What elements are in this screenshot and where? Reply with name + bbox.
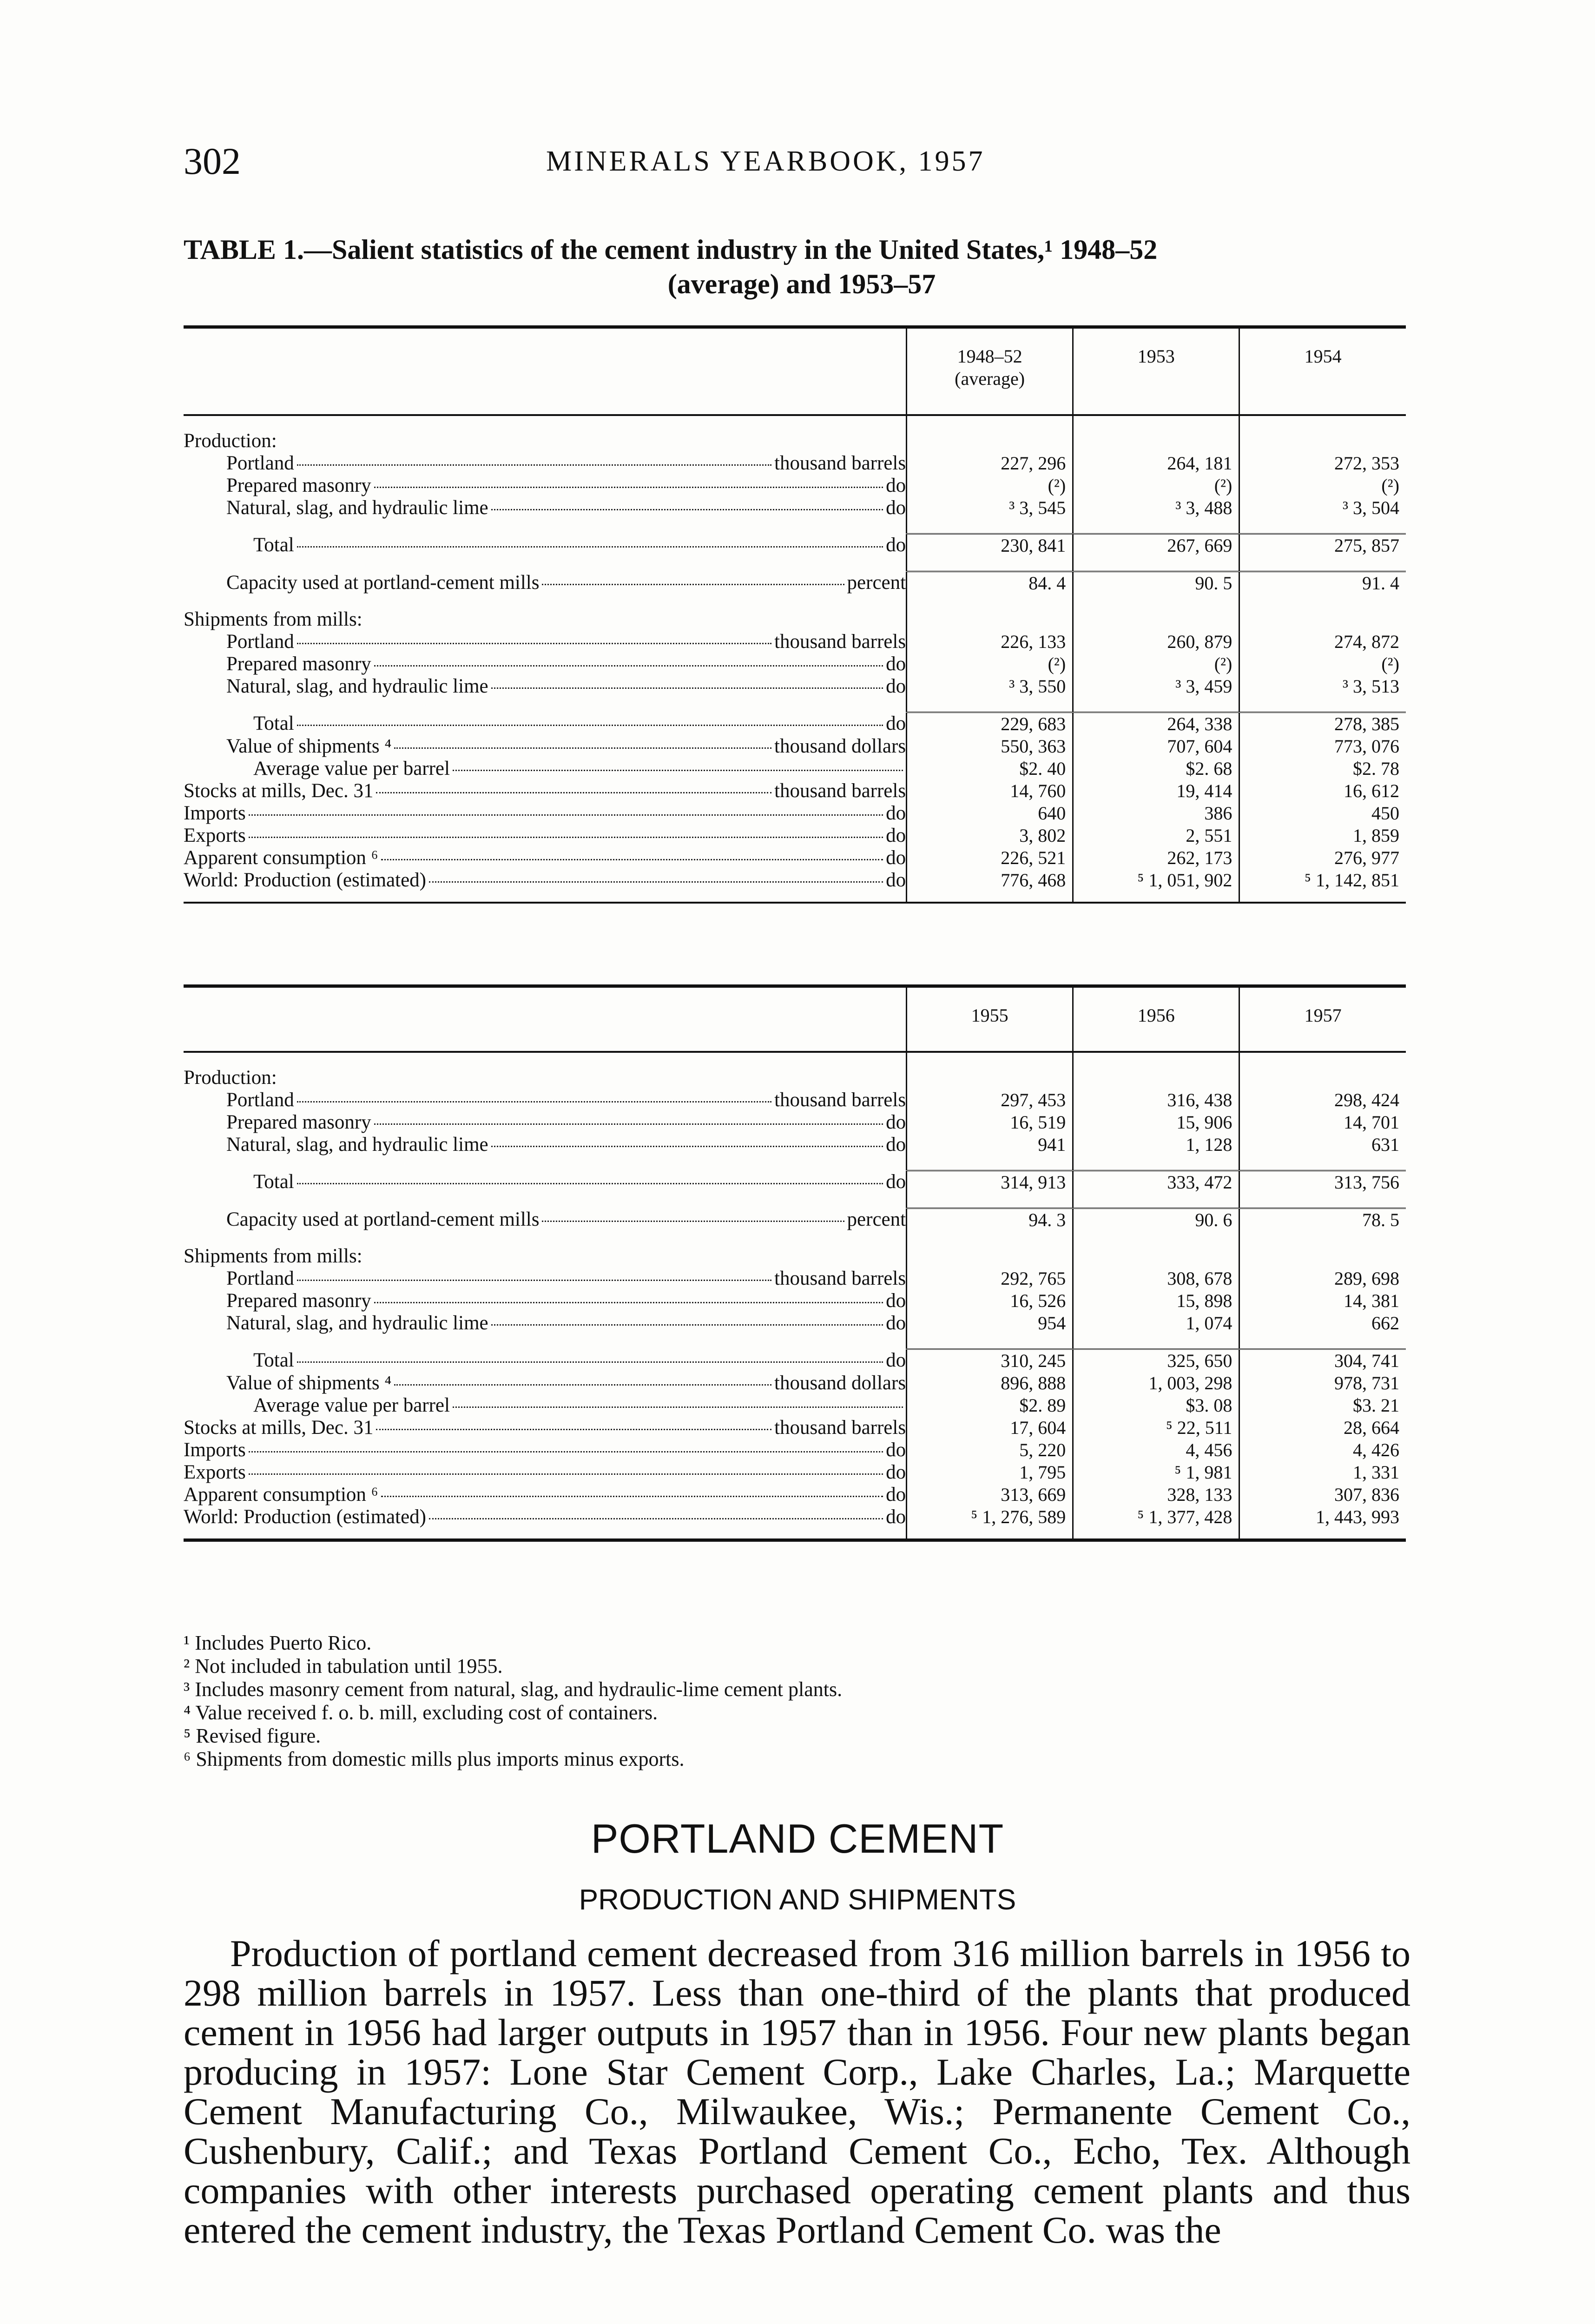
table-cell: 292, 765 <box>907 1268 1073 1290</box>
body-paragraph: Production of portland cement decreased from 316 million barrels in 1956 to 298 million barrels in 1957. Less than one-third of the plants that produced cement in 1956 had larger outputs in 1957 than in 1956. Four new plants began producing in 1957: Lone Star Cement Corp., Lake Charles, La.; Marquette Cement Manufacturing Co., Milwaukee, Wis.; Permanente Cement Co., Cushenbury, Calif.; and Texas Portland Cement Co., Echo, Tex. Although companies with other interests purchased operating cement plants and thus entered the cement industry, the Texas Portland Cement Co. was the <box>184 1932 1410 2251</box>
page-header <box>184 139 1410 195</box>
row-label: Portland <box>226 1268 294 1289</box>
table-cell: 5, 220 <box>907 1439 1073 1461</box>
table-cell: 707, 604 <box>1073 735 1239 758</box>
table-row <box>184 1461 1406 1484</box>
leader-dots <box>374 487 883 488</box>
table-row <box>184 1134 1406 1156</box>
row-label: Imports <box>184 1439 246 1461</box>
table-row <box>184 735 1406 758</box>
table-row <box>184 1171 1406 1194</box>
table-cell: ³ 3, 459 <box>1073 675 1239 698</box>
table-cell: 1, 074 <box>1073 1312 1239 1334</box>
table-part-1955-1957 <box>184 984 1406 1542</box>
row-label: Total <box>253 1349 294 1372</box>
table-cell: (²) <box>1239 475 1406 497</box>
table-cell: 14, 701 <box>1239 1111 1406 1134</box>
row-unit: thousand barrels <box>774 1089 906 1111</box>
table-cell: 313, 669 <box>907 1484 1073 1506</box>
table-cell: 91. 4 <box>1239 572 1406 595</box>
table-cell: (²) <box>1073 653 1239 675</box>
page-number: 302 <box>184 140 241 182</box>
table-row <box>184 534 1406 557</box>
table-cell: 260, 879 <box>1073 631 1239 653</box>
table-cell <box>1239 1245 1406 1268</box>
table-cell: 776, 468 <box>907 869 1073 902</box>
row-label: Average value per barrel <box>253 758 450 779</box>
table-row <box>184 653 1406 675</box>
table-cell: 227, 296 <box>907 452 1073 475</box>
table-cell: 954 <box>907 1312 1073 1334</box>
table-cell <box>907 415 1073 452</box>
column-header: 1955 <box>907 988 1073 1052</box>
row-unit: do <box>886 1171 906 1193</box>
table-cell: 19, 414 <box>1073 780 1239 802</box>
table-row <box>184 780 1406 802</box>
row-label: Prepared masonry <box>226 1290 371 1312</box>
table-caption <box>184 232 1420 301</box>
table-cell: 386 <box>1073 802 1239 825</box>
column-header: 1957 <box>1239 988 1406 1052</box>
column-header: 1953 <box>1073 329 1239 415</box>
table-cell <box>1073 1245 1239 1268</box>
row-label: Capacity used at portland-cement mills <box>226 572 540 594</box>
table-row <box>184 452 1406 475</box>
table-cell: 314, 913 <box>907 1171 1073 1194</box>
table-cell: 84. 4 <box>907 572 1073 595</box>
leader-dots <box>297 725 883 726</box>
table-cell <box>1239 1052 1406 1089</box>
table-cell: 333, 472 <box>1073 1171 1239 1194</box>
table-cell: (²) <box>1239 653 1406 675</box>
leader-dots <box>249 837 883 838</box>
row-unit: thousand dollars <box>774 735 906 757</box>
row-unit: thousand barrels <box>774 631 906 653</box>
table-cell: 276, 977 <box>1239 847 1406 869</box>
leader-dots <box>376 792 771 793</box>
table-cell: ⁵ 1, 981 <box>1073 1461 1239 1484</box>
table-cell: 896, 888 <box>907 1372 1073 1394</box>
table-cell: ⁵ 1, 276, 589 <box>907 1506 1073 1538</box>
footnote: ⁶ Shipments from domestic mills plus imports minus exports. <box>184 1748 685 1770</box>
row-label: Shipments from mills: <box>184 1245 362 1267</box>
table-cell <box>907 1052 1073 1089</box>
table-cell: ³ 3, 550 <box>907 675 1073 698</box>
row-unit: do <box>886 653 906 675</box>
row-label: Prepared masonry <box>226 653 371 675</box>
row-label: Stocks at mills, Dec. 31 <box>184 1417 374 1439</box>
row-unit: thousand dollars <box>774 1372 906 1394</box>
table-cell: ³ 3, 504 <box>1239 497 1406 519</box>
table-cell: 230, 841 <box>907 534 1073 557</box>
table-cell: 310, 245 <box>907 1349 1073 1373</box>
table-cell: (²) <box>907 653 1073 675</box>
leader-dots <box>249 1451 883 1452</box>
table-cell: 15, 906 <box>1073 1111 1239 1134</box>
table-cell: ³ 3, 513 <box>1239 675 1406 698</box>
table-row <box>184 1312 1406 1334</box>
row-unit: do <box>886 1439 906 1461</box>
leader-dots <box>491 687 883 689</box>
table-cell: 90. 6 <box>1073 1208 1239 1232</box>
table-cell: 14, 760 <box>907 780 1073 802</box>
leader-dots <box>249 1473 883 1475</box>
row-label: Exports <box>184 825 246 846</box>
row-label: Average value per barrel <box>253 1394 450 1416</box>
leader-dots <box>374 1123 883 1125</box>
table-row <box>184 802 1406 825</box>
leader-dots <box>429 881 883 883</box>
row-unit: do <box>886 1312 906 1334</box>
table-cell: 14, 381 <box>1239 1290 1406 1312</box>
row-label: Production: <box>184 1067 277 1089</box>
row-label: Exports <box>184 1461 246 1483</box>
table-row <box>184 713 1406 736</box>
table-cell: 289, 698 <box>1239 1268 1406 1290</box>
table-row <box>184 631 1406 653</box>
table-cell: 328, 133 <box>1073 1484 1239 1506</box>
table-row <box>184 675 1406 698</box>
row-label: Apparent consumption ⁶ <box>184 847 378 869</box>
row-unit: do <box>886 825 906 846</box>
row-label: Shipments from mills: <box>184 608 362 630</box>
table-cell: 226, 133 <box>907 631 1073 653</box>
leader-dots <box>394 747 771 749</box>
table-cell: 773, 076 <box>1239 735 1406 758</box>
table-cell: 16, 612 <box>1239 780 1406 802</box>
table-cell: $2. 78 <box>1239 758 1406 780</box>
row-unit: do <box>886 497 906 519</box>
row-unit: do <box>886 1134 906 1155</box>
table-cell: 1, 859 <box>1239 825 1406 847</box>
stub-header <box>184 988 907 1052</box>
table-cell: 304, 741 <box>1239 1349 1406 1373</box>
table-cell: 325, 650 <box>1073 1349 1239 1373</box>
table-cell: 2, 551 <box>1073 825 1239 847</box>
table-cell: 16, 519 <box>907 1111 1073 1134</box>
table-cell <box>1073 1052 1239 1089</box>
table-cell <box>1073 415 1239 452</box>
row-unit: thousand barrels <box>774 1417 906 1439</box>
table-row <box>184 1394 1406 1417</box>
leader-dots <box>491 1146 883 1147</box>
table-row <box>184 1484 1406 1506</box>
row-unit: do <box>886 1349 906 1372</box>
table-cell <box>907 1245 1073 1268</box>
footnote: ¹ Includes Puerto Rico. <box>184 1631 372 1654</box>
stub-header <box>184 329 907 415</box>
table-cell: 4, 456 <box>1073 1439 1239 1461</box>
table-cell <box>1239 608 1406 631</box>
row-unit: thousand barrels <box>774 452 906 474</box>
table-cell: $3. 08 <box>1073 1394 1239 1417</box>
row-unit: do <box>886 1506 906 1528</box>
row-label: Natural, slag, and hydraulic lime <box>226 497 488 519</box>
table-cell: 550, 363 <box>907 735 1073 758</box>
table-row <box>184 825 1406 847</box>
row-unit: do <box>886 675 906 697</box>
section-heading: PORTLAND CEMENT <box>591 1816 1004 1862</box>
row-label: Value of shipments ⁴ <box>226 1372 392 1394</box>
table-cell: (²) <box>1073 475 1239 497</box>
footnotes <box>184 1631 1410 1771</box>
column-header: 1954 <box>1239 329 1406 415</box>
column-header: 1948–52 (average) <box>907 329 1073 415</box>
row-unit: thousand barrels <box>774 1268 906 1289</box>
table-cell <box>1239 415 1406 452</box>
row-unit: do <box>886 802 906 824</box>
table-row <box>184 1208 1406 1232</box>
table-cell: ³ 3, 545 <box>907 497 1073 519</box>
table-cell: 78. 5 <box>1239 1208 1406 1232</box>
table-row <box>184 475 1406 497</box>
table-cell <box>907 608 1073 631</box>
leader-dots <box>381 859 883 860</box>
row-label: World: Production (estimated) <box>184 1506 426 1528</box>
leader-dots <box>297 464 771 466</box>
table-cell: (²) <box>907 475 1073 497</box>
row-unit: do <box>886 847 906 869</box>
row-unit: do <box>886 1484 906 1505</box>
leader-dots <box>491 1324 883 1326</box>
table-cell: 267, 669 <box>1073 534 1239 557</box>
running-title: MINERALS YEARBOOK, 1957 <box>546 145 985 177</box>
leader-dots <box>297 1101 771 1103</box>
row-unit: do <box>886 1111 906 1133</box>
table-cell: 4, 426 <box>1239 1439 1406 1461</box>
leader-dots <box>394 1384 771 1386</box>
row-label: Capacity used at portland-cement mills <box>226 1208 540 1231</box>
table-row <box>184 1439 1406 1461</box>
table-cell: 631 <box>1239 1134 1406 1156</box>
row-label: Portland <box>226 631 294 653</box>
table-row <box>184 1417 1406 1439</box>
table-cell: ³ 3, 488 <box>1073 497 1239 519</box>
row-unit: do <box>886 475 906 496</box>
row-unit: percent <box>847 572 906 594</box>
table-cell: 316, 438 <box>1073 1089 1239 1111</box>
row-label: Portland <box>226 1089 294 1111</box>
leader-dots <box>453 770 903 771</box>
leader-dots <box>491 509 883 510</box>
table-row <box>184 869 1406 902</box>
row-label: Total <box>253 534 294 556</box>
table-row <box>184 415 1406 452</box>
table-cell: 262, 173 <box>1073 847 1239 869</box>
table-row <box>184 572 1406 595</box>
column-header: 1956 <box>1073 988 1239 1052</box>
table-part-1948-1954 <box>184 325 1406 904</box>
leader-dots <box>297 643 771 644</box>
table-cell: 978, 731 <box>1239 1372 1406 1394</box>
leader-dots <box>381 1496 883 1497</box>
table-cell: 275, 857 <box>1239 534 1406 557</box>
row-unit: do <box>886 534 906 556</box>
table-cell: 1, 795 <box>907 1461 1073 1484</box>
table-row <box>184 1349 1406 1373</box>
row-label: Total <box>253 713 294 735</box>
row-unit: percent <box>847 1208 906 1231</box>
footnote: ³ Includes masonry cement from natural, slag, and hydraulic-lime cement plants. <box>184 1678 843 1701</box>
table-cell: 313, 756 <box>1239 1171 1406 1194</box>
table-cell: 3, 802 <box>907 825 1073 847</box>
table-cell: 1, 331 <box>1239 1461 1406 1484</box>
subsection-heading: PRODUCTION AND SHIPMENTS <box>579 1884 1016 1916</box>
table-cell: 264, 338 <box>1073 713 1239 736</box>
table-row <box>184 847 1406 869</box>
table-cell <box>1073 608 1239 631</box>
table-cell: ⁵ 1, 142, 851 <box>1239 869 1406 902</box>
table-row <box>184 758 1406 780</box>
table-cell: 278, 385 <box>1239 713 1406 736</box>
table-cell: 16, 526 <box>907 1290 1073 1312</box>
leader-dots <box>429 1518 883 1519</box>
table-cell: 308, 678 <box>1073 1268 1239 1290</box>
table-row <box>184 497 1406 519</box>
leader-dots <box>297 546 883 548</box>
table-cell: 307, 836 <box>1239 1484 1406 1506</box>
table-cell: $2. 40 <box>907 758 1073 780</box>
table-cell: 28, 664 <box>1239 1417 1406 1439</box>
row-label: Natural, slag, and hydraulic lime <box>226 675 488 697</box>
row-unit: do <box>886 713 906 735</box>
statistics-table <box>184 329 1406 902</box>
row-label: Prepared masonry <box>226 475 371 496</box>
table-cell: 90. 5 <box>1073 572 1239 595</box>
row-unit: do <box>886 1290 906 1312</box>
table-cell: ⁵ 22, 511 <box>1073 1417 1239 1439</box>
footnote: ⁵ Revised figure. <box>184 1724 321 1747</box>
table-cell: 450 <box>1239 802 1406 825</box>
table-row <box>184 1052 1406 1089</box>
table-cell: 272, 353 <box>1239 452 1406 475</box>
table-row <box>184 1372 1406 1394</box>
table-cell: 640 <box>907 802 1073 825</box>
table-row <box>184 1245 1406 1268</box>
row-label: Stocks at mills, Dec. 31 <box>184 780 374 802</box>
table-cell: 15, 898 <box>1073 1290 1239 1312</box>
table-cell: $3. 21 <box>1239 1394 1406 1417</box>
table-cell: $2. 68 <box>1073 758 1239 780</box>
leader-dots <box>376 1429 771 1430</box>
leader-dots <box>297 1361 883 1363</box>
row-label: Apparent consumption ⁶ <box>184 1484 378 1505</box>
row-unit: do <box>886 1461 906 1483</box>
table-caption-line-2: (average) and 1953–57 <box>667 269 936 299</box>
row-unit: do <box>886 869 906 891</box>
table-cell: 941 <box>907 1134 1073 1156</box>
row-label: Natural, slag, and hydraulic lime <box>226 1134 488 1155</box>
table-row <box>184 1290 1406 1312</box>
row-label: Value of shipments ⁴ <box>226 735 392 757</box>
table-cell: 298, 424 <box>1239 1089 1406 1111</box>
table-cell: 17, 604 <box>907 1417 1073 1439</box>
leader-dots <box>297 1280 771 1281</box>
table-cell: ⁵ 1, 051, 902 <box>1073 869 1239 902</box>
table-cell: 662 <box>1239 1312 1406 1334</box>
table-caption-line-1: TABLE 1.—Salient statistics of the cement industry in the United States,¹ 1948–52 <box>184 234 1158 265</box>
table-cell: ⁵ 1, 377, 428 <box>1073 1506 1239 1538</box>
table-cell: 226, 521 <box>907 847 1073 869</box>
leader-dots <box>542 1221 844 1222</box>
row-label: Total <box>253 1171 294 1193</box>
table-row <box>184 1268 1406 1290</box>
table-cell: 1, 443, 993 <box>1239 1506 1406 1538</box>
leader-dots <box>297 1183 883 1184</box>
leader-dots <box>249 814 883 816</box>
table-cell: 94. 3 <box>907 1208 1073 1232</box>
table-row <box>184 1089 1406 1111</box>
table-row <box>184 608 1406 631</box>
leader-dots <box>453 1406 903 1408</box>
table-cell: 1, 003, 298 <box>1073 1372 1239 1394</box>
row-unit: thousand barrels <box>774 780 906 802</box>
table-cell: 264, 181 <box>1073 452 1239 475</box>
table-row <box>184 1111 1406 1134</box>
footnote: ⁴ Value received f. o. b. mill, excluding cost of containers. <box>184 1701 658 1724</box>
leader-dots <box>374 1302 883 1303</box>
table-cell: 229, 683 <box>907 713 1073 736</box>
row-label: Prepared masonry <box>226 1111 371 1133</box>
table-cell: 274, 872 <box>1239 631 1406 653</box>
footnote: ² Not included in tabulation until 1955. <box>184 1655 503 1677</box>
leader-dots <box>374 665 883 667</box>
leader-dots <box>542 584 844 585</box>
table-cell: 1, 128 <box>1073 1134 1239 1156</box>
row-label: World: Production (estimated) <box>184 869 426 891</box>
row-label: Production: <box>184 430 277 452</box>
row-label: Portland <box>226 452 294 474</box>
table-cell: $2. 89 <box>907 1394 1073 1417</box>
row-label: Imports <box>184 802 246 824</box>
table-cell: 297, 453 <box>907 1089 1073 1111</box>
table-row <box>184 1506 1406 1538</box>
statistics-table <box>184 988 1406 1538</box>
row-label: Natural, slag, and hydraulic lime <box>226 1312 488 1334</box>
